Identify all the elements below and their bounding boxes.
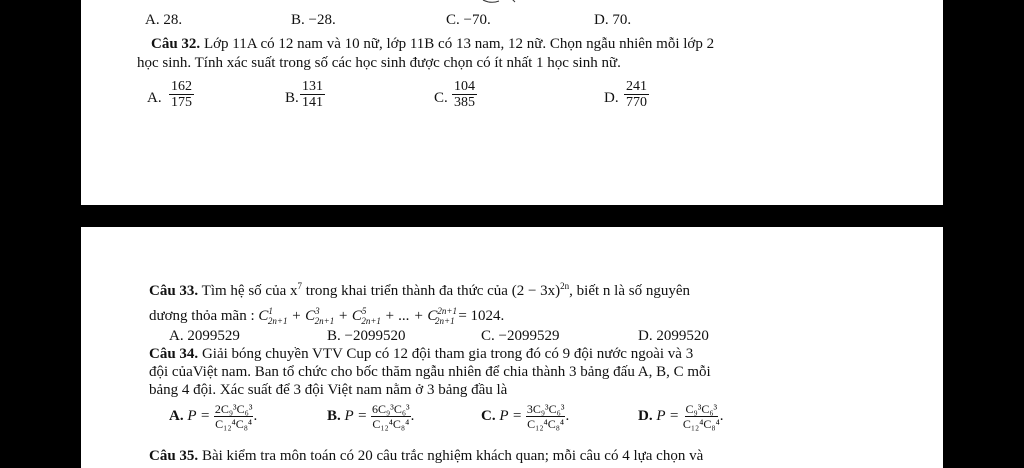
q33-binomial-sum: $C^1_{2n+1} + C^3_{2n+1} + C^5_{2n+1}$ + ... + $C^{2n+1}_{2n+1}$ xyxy=(258,306,457,326)
question-35-line1 xyxy=(149,448,703,465)
q33-exponent: 7 xyxy=(297,281,302,291)
q34-option-b: B. P = $\frac{\text{6C₉³C₆³}}{\text{C₁₂⁴C₈⁴}}$ . xyxy=(327,402,415,431)
question-32-label: Câu 32. xyxy=(151,36,201,52)
question-34-line1 xyxy=(149,346,693,363)
prev-option-b: B. −28. xyxy=(291,12,336,28)
q33-text-c: , biết n là số nguyên xyxy=(569,283,690,299)
q32-option-b-letter: B. xyxy=(285,90,299,106)
question-32-line1 xyxy=(151,36,714,53)
q34-option-a: A. P = $\frac{\text{2C₉³C₆³}}{\text{C₁₂⁴C₈⁴}}$ . xyxy=(169,402,258,431)
prev-option-a: A. 28. xyxy=(145,12,183,28)
q35-text-1: Bài kiểm tra môn toán có 20 câu trắc nghiệm khách quan; mỗi câu có 4 lựa chọn và xyxy=(201,448,704,464)
q34-option-c-fraction: $\frac{\text{3C₉³C₆³}}{\text{C₁₂⁴C₈⁴}}$ xyxy=(526,402,565,431)
question-33-line2 xyxy=(149,306,504,326)
q32-option-d-fraction: $\frac{241}{770}$ xyxy=(626,79,647,110)
q32-option-a-letter: A. xyxy=(147,90,162,106)
question-34-label: Câu 34. xyxy=(149,346,199,362)
question-35-label: Câu 35. xyxy=(149,448,199,464)
question-34-line3: bảng 4 đội. Xác suất để 3 đội Việt nam nằm ở 3 bảng đầu là xyxy=(149,382,508,398)
question-32-line2: học sinh. Tính xác suất trong số các học sinh được chọn có ít nhất 1 học sinh nữ. xyxy=(137,55,621,71)
q33-condition-value: = 1024. xyxy=(458,308,505,324)
q33-option-c: C. −2099529 xyxy=(481,328,560,344)
q32-option-c-letter: C. xyxy=(434,90,448,106)
q33-poly-exponent: 2n xyxy=(560,281,570,291)
question-32-text-1: Lớp 11A có 12 nam và 10 nữ, lớp 11B có 13 nam, 12 nữ. Chọn ngẫu nhiên mỗi lớp 2 xyxy=(203,36,715,52)
q33-option-b: B. −2099520 xyxy=(327,328,406,344)
question-33-label: Câu 33. xyxy=(149,283,199,299)
prev-option-d: D. 70. xyxy=(594,12,632,28)
question-34-line2: đội củaViệt nam. Ban tổ chức cho bốc thăm ngẫu nhiên để chia thành 3 bảng đấu A, B, C mỗi xyxy=(149,364,711,380)
q34-option-c: C. P = $\frac{\text{3C₉³C₆³}}{\text{C₁₂⁴C₈⁴}}$ . xyxy=(481,402,570,431)
q32-option-c-fraction: $\frac{104}{385}$ xyxy=(454,79,475,110)
q34-option-a-fraction: $\frac{\text{2C₉³C₆³}}{\text{C₁₂⁴C₈⁴}}$ xyxy=(214,402,253,431)
q34-option-d: D. P = $\frac{\text{C₉³C₆³}}{\text{C₁₂⁴C₈⁴}}$ . xyxy=(638,402,724,431)
q34-text-1: Giải bóng chuyền VTV Cup có 12 đội tham gia trong đó có 9 đội nước ngoài và 3 xyxy=(201,346,694,362)
q34-option-b-fraction: $\frac{\text{6C₉³C₆³}}{\text{C₁₂⁴C₈⁴}}$ xyxy=(372,402,410,431)
q32-option-b-fraction: $\frac{131}{141}$ xyxy=(302,79,323,110)
prev-option-c: C. −70. xyxy=(446,12,491,28)
q33-condition-label: dương thỏa mãn : xyxy=(149,308,259,324)
q33-option-a: A. 2099529 xyxy=(169,328,240,344)
q32-option-a-fraction: $\frac{162}{175}$ xyxy=(171,79,192,110)
q34-option-d-fraction: $\frac{\text{C₉³C₆³}}{\text{C₁₂⁴C₈⁴}}$ xyxy=(682,402,720,431)
q33-text-b: trong khai triển thành đa thức của xyxy=(301,283,512,299)
top-page-section xyxy=(81,0,943,205)
question-33-line1 xyxy=(149,281,690,300)
q33-text-a: Tìm hệ số của x xyxy=(201,283,298,299)
q32-option-d-letter: D. xyxy=(604,90,619,106)
q33-option-d: D. 2099520 xyxy=(638,328,709,344)
bottom-page-section xyxy=(81,227,943,468)
q33-polynomial: (2 − 3x) xyxy=(511,283,561,299)
cropped-curve-artifact xyxy=(481,0,521,6)
